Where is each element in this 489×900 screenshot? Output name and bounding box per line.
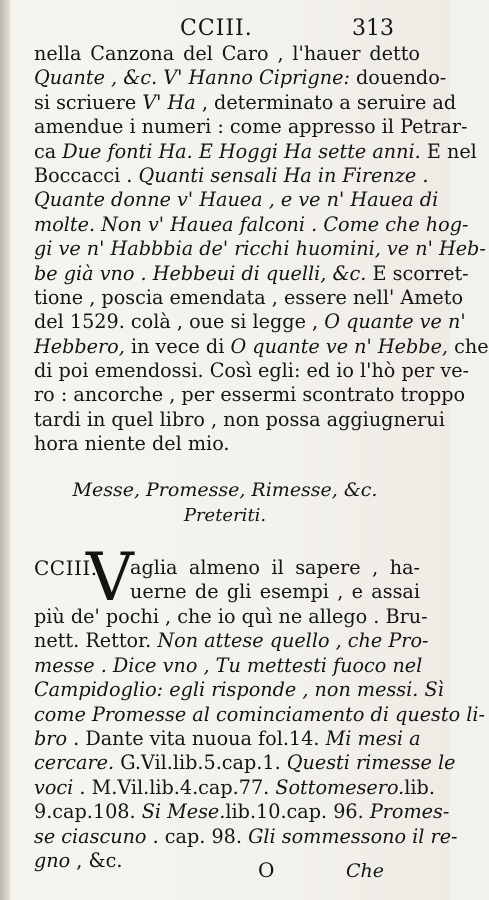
text-run: E scorret-	[366, 261, 469, 285]
text-run: bro	[34, 726, 68, 750]
paragraph-line	[34, 163, 429, 188]
text-run: Quante , &c. V' Hanno Ciprigne:	[34, 66, 350, 90]
text-run: Quanti sensali Ha in Firenze .	[138, 163, 429, 187]
text-run: cercare.	[34, 751, 115, 775]
paragraph-line	[34, 605, 428, 629]
text-run: . M.Vil.lib.4.cap.77.	[73, 775, 276, 799]
page-gutter-shadow	[0, 0, 10, 900]
text-run: Campidoglio: egli risponde , non messi. Sì	[34, 678, 444, 702]
text-run: Boccacci .	[34, 163, 139, 187]
text-run: 9.cap.108.	[34, 800, 142, 824]
paragraph-line	[34, 66, 447, 90]
catchword: Che	[346, 860, 385, 882]
text-run: Mi mesi a	[325, 726, 421, 750]
signature-mark: O	[258, 858, 275, 882]
text-run: messe . Dice vno , Tu mettesti fuoco nel	[34, 653, 423, 677]
text-run: si scriuere	[34, 90, 143, 114]
text-run: più de' pochi , che io quì ne allego . Bru-	[34, 605, 428, 628]
paragraph-line	[34, 237, 486, 261]
text-run: che	[448, 334, 489, 358]
paragraph-line	[34, 334, 489, 359]
paragraph-line	[34, 702, 486, 727]
text-run: , determinato a seruire ad	[195, 90, 457, 114]
paragraph-line	[34, 751, 456, 775]
text-run: gi ve n' Habbbia de' ricchi huomini, ve n' Heb-	[34, 237, 486, 261]
text-run: be già vno . Hebbeui di quelli, &c.	[34, 261, 367, 285]
drop-cap: V	[86, 539, 134, 616]
text-run: E nel	[420, 139, 477, 163]
text-run: se ciascuno	[34, 824, 147, 848]
paragraph-line	[34, 432, 420, 456]
paragraph-line	[34, 310, 466, 334]
text-run: douendo-	[349, 66, 447, 90]
paragraph-line	[34, 678, 444, 702]
section-title: Messe, Promesse, Rimesse, &c.	[72, 479, 378, 501]
paragraph-line	[34, 359, 470, 383]
paragraph-line	[34, 653, 423, 678]
section-subtitle: Preteriti.	[183, 505, 267, 526]
text-run: O quante ve n'	[324, 310, 466, 334]
paragraph-line	[34, 188, 439, 212]
text-run: V' Ha	[142, 90, 196, 114]
text-run: tione , poscia emendata , essere nell' Ameto	[34, 285, 464, 309]
text-run: Promes-	[369, 800, 450, 824]
paragraph-line	[34, 800, 450, 824]
text-run: . Dante vita nuoua fol.14.	[67, 726, 326, 750]
paragraph-line	[34, 383, 466, 407]
text-run: . cap. 98.	[146, 824, 249, 848]
paragraph-1	[34, 42, 489, 457]
paragraph-line	[34, 261, 469, 286]
text-run: , &c.	[70, 848, 123, 872]
text-run: molte. Non v' Hauea falconi . Come che hog-	[34, 212, 469, 236]
page-header	[0, 16, 450, 44]
paragraph-2	[34, 605, 486, 873]
paragraph-line	[34, 212, 469, 237]
paragraph-line	[34, 629, 429, 653]
text-run: Si Mese.	[141, 800, 226, 824]
text-run: Non attese quello , che Pro-	[157, 629, 429, 653]
text-run: del 1529. colà , oue si legge ,	[34, 310, 325, 334]
text-run: lib.10.cap. 96.	[225, 800, 370, 824]
text-run: come Promesse al cominciamento di questo li-	[34, 702, 486, 726]
paragraph-line	[34, 90, 457, 115]
text-run: Gli sommessono il re-	[248, 824, 458, 848]
text-run: ca	[34, 139, 63, 163]
paragraph-line: aglia almeno il sapere , ha-	[130, 556, 420, 579]
paragraph-number: CCIII.	[34, 556, 98, 580]
text-run: di poi emendossi. Così egli: ed io l'hò per ve-	[34, 359, 470, 383]
text-run: Quante donne v' Hauea , e ve n' Hauea di	[34, 188, 439, 212]
paragraph-line	[34, 727, 420, 751]
text-run: gno	[34, 848, 71, 872]
text-run: O quante ve n' Hebbe,	[230, 334, 449, 358]
paragraph-line	[34, 139, 477, 164]
text-run: amendue i numeri : come appresso il Petrar-	[34, 115, 468, 139]
text-run: tardi in quel libro , non possa aggiugnerui	[34, 407, 445, 431]
paragraph-line	[34, 824, 458, 849]
text-run: nella Canzona del Caro , l'hauer detto	[34, 42, 420, 65]
paragraph-line	[34, 42, 420, 66]
text-run: ro : ancorche , per essermi scontrato troppo	[34, 383, 466, 407]
paragraph-line	[34, 407, 445, 432]
text-run: Due fonti Ha. E Hoggi Ha sette anni.	[62, 139, 421, 163]
paragraph-line	[34, 775, 435, 800]
text-run: nett. Rettor.	[34, 629, 158, 653]
text-run: in vece di	[124, 334, 231, 358]
text-run: Sottomesero.	[275, 775, 405, 799]
text-run: voci	[34, 775, 74, 799]
paragraph-line: uerne de gli esempi , e assai	[130, 580, 420, 604]
text-run: Hebbero,	[34, 334, 125, 358]
text-run: hora niente del mio.	[34, 432, 230, 456]
text-run: Questi rimesse le	[286, 751, 456, 775]
page-number: 313	[352, 16, 394, 41]
text-run: lib.	[404, 775, 435, 799]
running-head: CCIII.	[180, 16, 253, 41]
paragraph-line	[34, 285, 464, 310]
paragraph-2-opening	[130, 556, 420, 605]
text-run: G.Vil.lib.5.cap.1.	[114, 751, 287, 775]
paragraph-line	[34, 115, 468, 139]
